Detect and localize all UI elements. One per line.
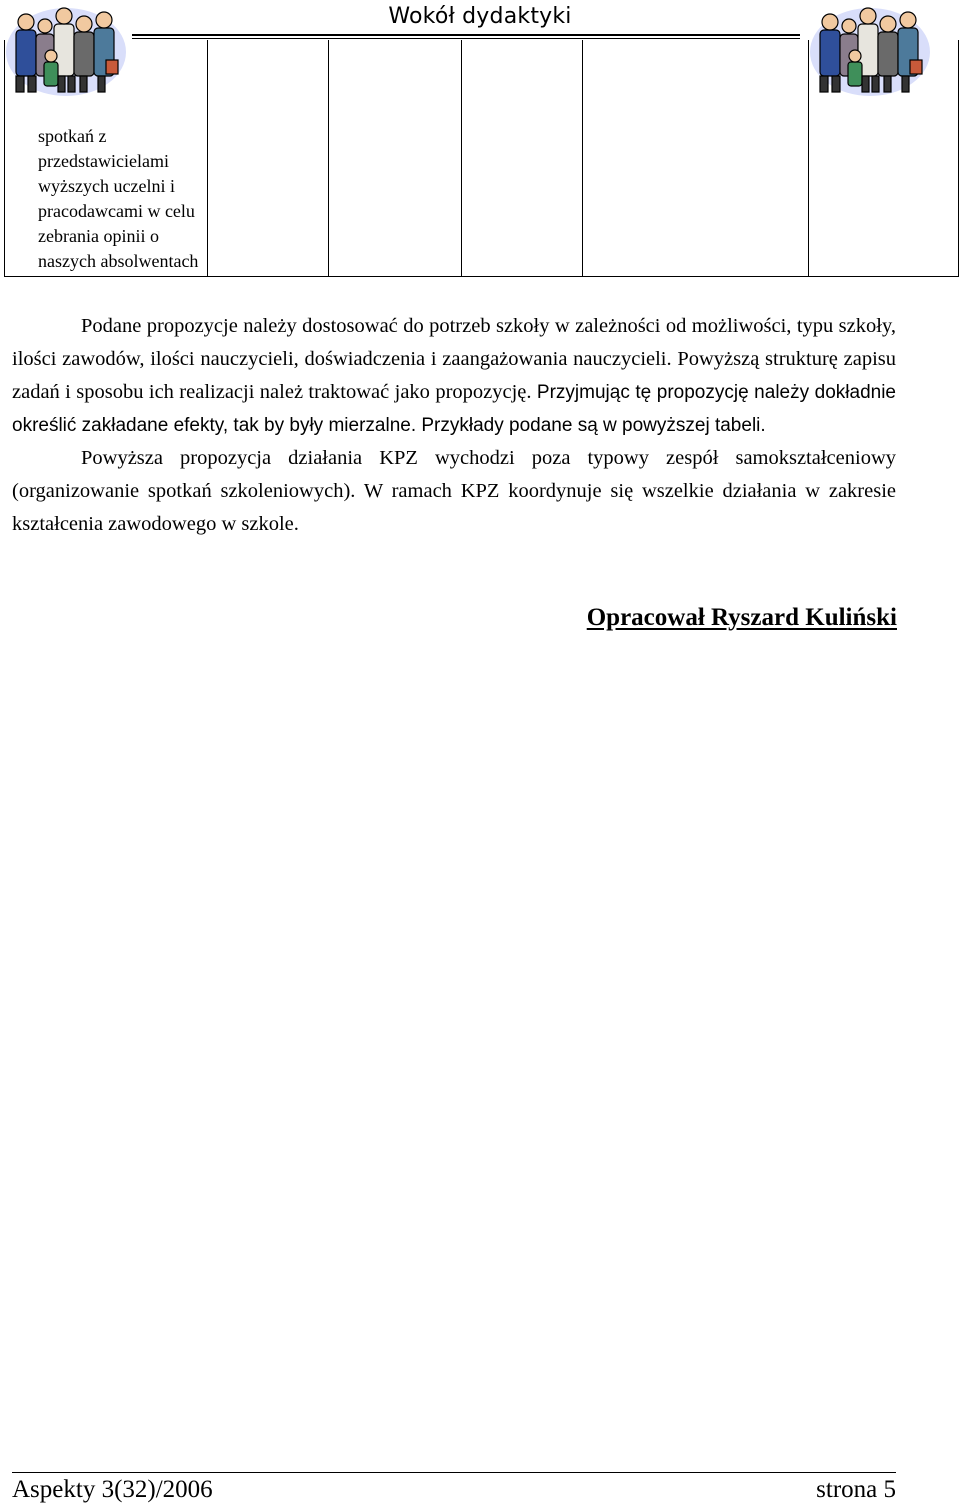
footer-rule — [12, 1472, 896, 1473]
body-text — [12, 310, 896, 541]
table-row — [5, 40, 959, 277]
paragraph: Powyższa propozycja działania KPZ wychodzi poza typowy zespół samokształceniowy (organizowanie spotkań szkoleniowych). W ramach KPZ koordynuje się wszelkie działania w zakresie kształcenia zawodowego w szkole. — [12, 447, 896, 535]
header-rule-thin — [132, 38, 800, 39]
plan-table — [4, 40, 959, 277]
header-rule — [132, 34, 800, 36]
paragraph — [12, 310, 896, 442]
table-cell: spotkań z przedstawicielami wyższych uczelni i pracodawcami w celu zebrania opinii o naszych absolwentach — [5, 40, 208, 277]
page-number: strona 5 — [816, 1476, 896, 1503]
paragraph-sentence: Podane propozycje należy dostosować do potrzeb szkoły w zależności od możliwości, typu szkoły, ilości zawodów, ilości nauczycieli, doświadczenia i zaangażowania nauczycieli. Powyższą strukturę zapisu zadań i sposobu ich realizacji należ traktować jako propozycję. — [12, 315, 896, 403]
footer-issue: Aspekty 3(32)/2006 — [12, 1476, 213, 1503]
table-cell — [583, 40, 809, 277]
paragraph-sentence: Przyjmując tę propozycję należy dokładnie określić zakładane efekty, tak by były mierzalne. Przykłady podane są w powyższej tabeli. — [12, 382, 896, 436]
table-cell — [208, 40, 329, 277]
table-cell — [462, 40, 583, 277]
author-signature: Opracował Ryszard Kuliński — [586, 604, 897, 631]
page-header-title: Wokół dydaktyki — [388, 4, 572, 29]
table-cell — [329, 40, 462, 277]
table-cell — [809, 40, 959, 277]
